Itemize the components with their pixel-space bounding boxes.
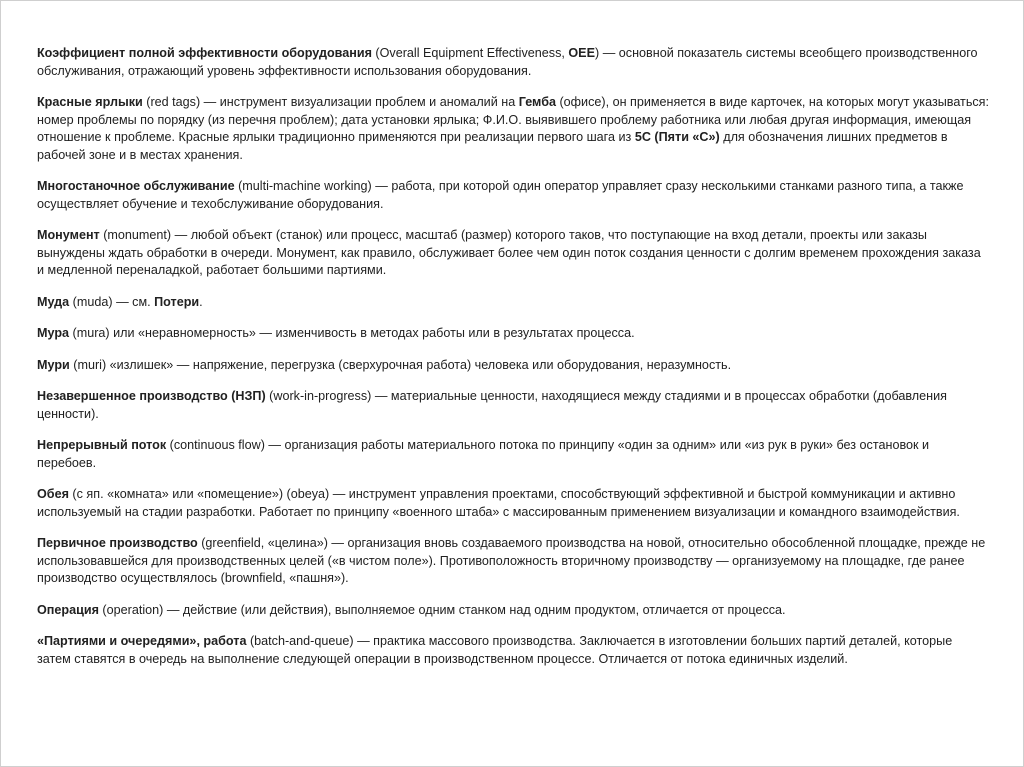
definition-text: (офисе), он применяется в виде карточек, на которых могут указываться: номер проблемы по порядку (из перечня проблем); дата установки ярлыка; Ф.И.О. выявившего проблему работника или любая другая информация, имеющая отношение к проблеме. Красные ярлыки традиционно применяются при реализации первого шага из [37,95,989,144]
definition-text: (multi-machine working) — работа, при которой один оператор управляет сразу несколькими станками разного типа, а также осуществляет обучение и техобслуживание оборудования. [37,179,964,211]
glossary-paragraph [37,388,989,423]
definition-text: (muda) — см. [69,294,155,309]
term-text: 5С (Пяти «С») [634,130,720,144]
definition-text: (monument) — любой объект (станок) или процесс, масштаб (размер) которого таков, что поступающие на вход детали, проекты или заказы вынуждены ждать обработки в очереди. Монумент, как правило, обслуживает более чем один поток создания ценности с долгим временем прохождения заказа и медленной переналадкой, работает большими партиями. [37,228,981,277]
term-text: Красные ярлыки [37,95,143,109]
glossary-paragraph [37,357,989,375]
glossary-paragraph [37,94,989,164]
glossary-paragraph [37,602,989,620]
definition-text: (batch-and-queue) — практика массового производства. Заключается в изготовлении больших партий деталей, которые затем ставятся в очередь на выполнение следующей операции в производственном процессе. Отличается от потока единичных изделий. [37,634,953,666]
glossary-paragraph [37,325,989,343]
term-text: «Партиями и очередями», работа [37,634,247,648]
definition-text: ) — основной показатель системы всеобщего производственного обслуживания, отражающий уровень эффективности использования оборудования. [37,46,978,78]
definition-text: (с яп. «комната» или «помещение») (obeya) — инструмент управления проектами, способствующий эффективной и быстрой коммуникации и активно используемый на стадии разработки. Работает по принципу «военного штаба» с массированным применением визуализации и командного взаимодействия. [37,487,960,519]
term-text: Многостаночное обслуживание [37,179,235,193]
term-text: Мури [37,357,70,372]
term-text: Потери [154,294,200,309]
glossary-paragraph [37,45,989,80]
definition-text: (red tags) — инструмент визуализации проблем и аномалий на [142,95,519,109]
definition-text: (greenfield, «целина») — организация вновь создаваемого производства на новой, относительно обособленной площадке, прежде не использовавшейся для производственных целей («в чистом поле»). Противоположность вторичному производству — организуемому на площадке, где ранее производство осуществлялось (brownfield, «пашня»). [37,536,986,585]
glossary-paragraph [37,178,989,213]
term-text: Операция [37,602,99,617]
term-text: Незавершенное производство (НЗП) [37,389,266,403]
definition-text: (continuous flow) — организация работы материального потока по принципу «один за одним» или «из рук в руки» без остановок и перебоев. [37,438,930,470]
glossary-paragraph [37,633,989,668]
term-text: Первичное производство [37,536,198,550]
definition-text: (Overall Equipment Effectiveness, [371,46,569,60]
glossary-paragraph [37,437,989,472]
definition-text: для обозначения лишних предметов в рабочей зоне и в местах хранения. [37,130,948,162]
term-text: Мура [37,326,70,340]
glossary-paragraph [37,294,989,312]
term-text: Монумент [37,228,100,242]
glossary-paragraph [37,486,989,521]
definition-text: (muri) «излишек» — напряжение, перегрузка (сверхурочная работа) человека или оборудования, неразумность. [69,357,732,372]
term-text: Непрерывный поток [37,438,167,452]
definition-text: (operation) — действие (или действия), выполняемое одним станком над одним продуктом, отличается от процесса. [98,602,786,617]
definition-text: . [199,294,203,309]
definition-text: (work-in-progress) — материальные ценности, находящиеся между стадиями и в процессах обработки (добавления ценности). [37,389,947,421]
term-text: Обея [37,487,69,501]
glossary-content [1,1,1023,668]
glossary-paragraph [37,227,989,280]
glossary-paragraph [37,535,989,588]
term-text: Коэффициент полной эффективности оборудования [37,46,372,60]
term-text: Муда [37,294,70,309]
term-text: Гемба [518,95,556,109]
definition-text: (mura) или «неравномерность» — изменчивость в методах работы или в результатах процесса. [69,326,635,340]
term-text: ОЕЕ [568,46,595,60]
